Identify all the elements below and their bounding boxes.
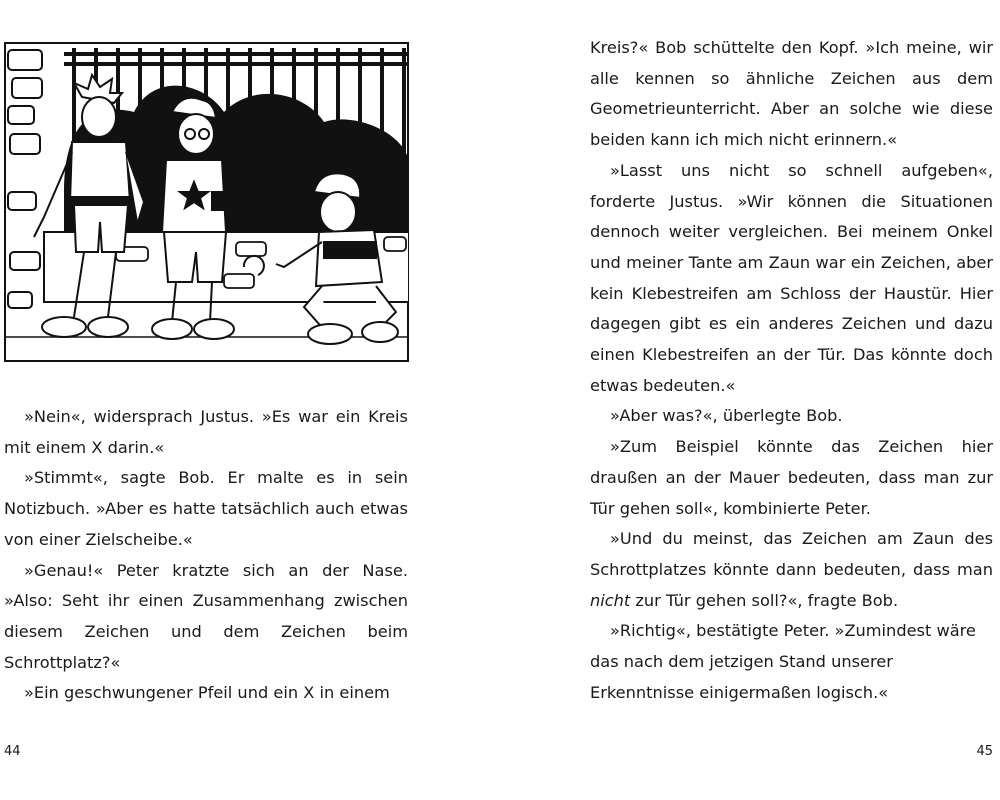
text-run: zur Tür gehen soll?«, fragte Bob. [630, 590, 899, 610]
left-page-text [4, 402, 408, 709]
paragraph: »Richtig«, bestätigte Peter. »Zumindest wäre das nach dem jetzigen Stand unserer Erkenntnisse einigermaßen logisch.« [590, 621, 976, 702]
text-run: »Und du meinst, das Zeichen am Zaun des Schrottplatzes könnte dann bedeuten, dass man [590, 529, 993, 579]
paragraph: »Nein«, widersprach Justus. »Es war ein Kreis mit einem X darin.« [4, 407, 408, 457]
page-number-left: 44 [4, 744, 21, 759]
page-number-right: 45 [976, 744, 993, 759]
emphasis-text: nicht [590, 590, 631, 610]
right-page [500, 0, 1000, 800]
paragraph: »Stimmt«, sagte Bob. Er malte es in sein Notizbuch. »Aber es hatte tatsächlich auch etwas von einer Zielscheibe.« [4, 468, 408, 549]
paragraph: »Lasst uns nicht so schnell aufgeben«, forderte Justus. »Wir können die Situationen dennoch weiter vergleichen. Bei meinem Onkel und meiner Tante am Zaun war ein Zeichen, aber kein Klebestreifen am Schloss der Haustür. Hier dagegen gibt es ein anderes Zeichen und dazu einen Klebestreifen an der Tür. Das könnte doch etwas bedeuten.« [590, 160, 993, 395]
paragraph: »Ein geschwungener Pfeil und ein X in einem [24, 683, 390, 703]
paragraph: »Genau!« Peter kratzte sich an der Nase. »Also: Seht ihr einen Zusammenhang zwischen diesem Zeichen und dem Zeichen beim Schrottplatz?« [4, 560, 408, 672]
paragraph: »Zum Beispiel könnte das Zeichen hier draußen an der Mauer bedeuten, dass man zur Tür gehen soll«, kombinierte Peter. [590, 437, 993, 518]
right-page-text [590, 33, 993, 708]
paragraph: »Aber was?«, überlegte Bob. [610, 406, 843, 426]
paragraph: Kreis?« Bob schüttelte den Kopf. »Ich meine, wir alle kennen so ähnliche Zeichen aus dem Geometrieunterricht. Aber an solche wie diese beiden kann ich mich nicht erinnern.« [590, 38, 993, 150]
comic-illustration-icon [4, 42, 409, 362]
paragraph-with-emphasis [590, 524, 993, 616]
